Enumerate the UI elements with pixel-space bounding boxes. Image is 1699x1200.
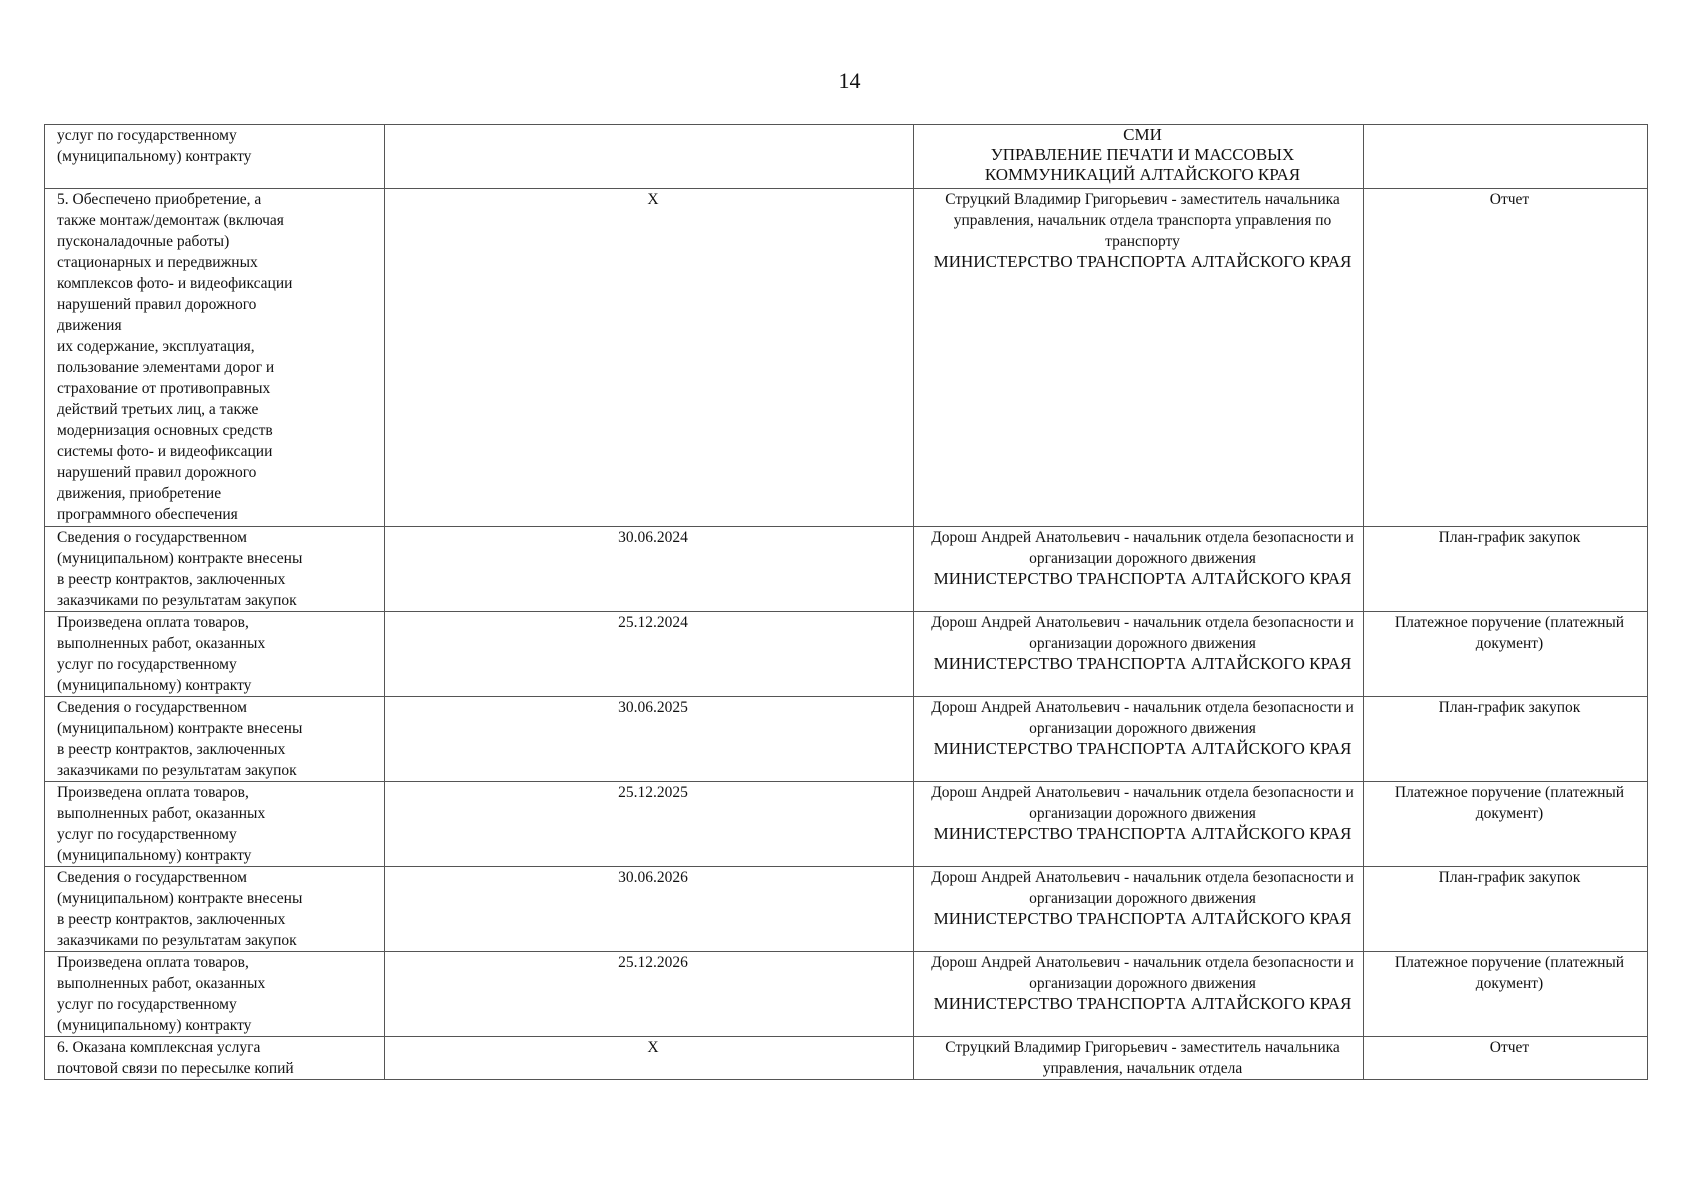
table-row <box>45 952 1648 1037</box>
deadline-cell: 30.06.2026 <box>385 867 914 952</box>
activity-cell: 5. Обеспечено приобретение, а также монтаж/демонтаж (включая пусконаладочные работы) стационарных и передвижных комплексов фото- и видеофиксации нарушений правил дорожного движения их содержание, эксплуатация, пользование элементами дорог и страхование от противоправных действий третьих лиц, а также модернизация основных средств системы фото- и видеофиксации нарушений правил дорожного движения, приобретение программного обеспечения <box>45 189 385 527</box>
table-row <box>45 1037 1648 1080</box>
organization-name: МИНИСТЕРСТВО ТРАНСПОРТА АЛТАЙСКОГО КРАЯ <box>933 252 1352 271</box>
deadline-cell: 30.06.2024 <box>385 527 914 612</box>
deadline-cell: X <box>385 1037 914 1080</box>
activity-table <box>44 124 1648 1080</box>
responsible-text: Дорош Андрей Анатольевич - начальник отдела безопасности и организации дорожного движения <box>931 529 1354 567</box>
organization-name: МИНИСТЕРСТВО ТРАНСПОРТА АЛТАЙСКОГО КРАЯ <box>933 909 1352 928</box>
responsible-cell <box>914 867 1364 952</box>
table-row <box>45 867 1648 952</box>
document-cell: Платежное поручение (платежный документ) <box>1364 782 1648 867</box>
document-cell: Платежное поручение (платежный документ) <box>1364 612 1648 697</box>
responsible-cell <box>914 782 1364 867</box>
deadline-cell: 25.12.2026 <box>385 952 914 1037</box>
responsible-text: Струцкий Владимир Григорьевич - заместитель начальника управления, начальник отдела <box>945 1039 1340 1077</box>
activity-cell: Произведена оплата товаров, выполненных работ, оказанных услуг по государственному (муниципальному) контракту <box>45 612 385 697</box>
organization-name: МИНИСТЕРСТВО ТРАНСПОРТА АЛТАЙСКОГО КРАЯ <box>933 654 1352 673</box>
document-cell: Платежное поручение (платежный документ) <box>1364 952 1648 1037</box>
document-cell: Отчет <box>1364 1037 1648 1080</box>
document-cell: План-график закупок <box>1364 697 1648 782</box>
document-cell: План-график закупок <box>1364 867 1648 952</box>
deadline-cell: 25.12.2025 <box>385 782 914 867</box>
deadline-cell: 30.06.2025 <box>385 697 914 782</box>
responsible-text: Дорош Андрей Анатольевич - начальник отдела безопасности и организации дорожного движения <box>931 614 1354 652</box>
responsible-cell <box>914 125 1364 189</box>
table-row <box>45 782 1648 867</box>
responsible-text: Дорош Андрей Анатольевич - начальник отдела безопасности и организации дорожного движения <box>931 954 1354 992</box>
activity-cell: Произведена оплата товаров, выполненных работ, оказанных услуг по государственному (муниципальному) контракту <box>45 952 385 1037</box>
organization-name: МИНИСТЕРСТВО ТРАНСПОРТА АЛТАЙСКОГО КРАЯ <box>933 994 1352 1013</box>
responsible-cell <box>914 612 1364 697</box>
document-cell <box>1364 125 1648 189</box>
activity-cell: Сведения о государственном (муниципальном) контракте внесены в реестр контрактов, заключенных заказчиками по результатам закупок <box>45 527 385 612</box>
table-row <box>45 125 1648 189</box>
table-row <box>45 697 1648 782</box>
responsible-text: СМИ <box>1123 125 1162 144</box>
organization-name: МИНИСТЕРСТВО ТРАНСПОРТА АЛТАЙСКОГО КРАЯ <box>933 569 1352 588</box>
activity-cell: Сведения о государственном (муниципальном) контракте внесены в реестр контрактов, заключенных заказчиками по результатам закупок <box>45 867 385 952</box>
responsible-text: Дорош Андрей Анатольевич - начальник отдела безопасности и организации дорожного движения <box>931 869 1354 907</box>
responsible-cell <box>914 1037 1364 1080</box>
document-cell: Отчет <box>1364 189 1648 527</box>
organization-name: УПРАВЛЕНИЕ ПЕЧАТИ И МАССОВЫХ КОММУНИКАЦИЙ АЛТАЙСКОГО КРАЯ <box>984 145 1301 184</box>
responsible-cell <box>914 527 1364 612</box>
table-row <box>45 527 1648 612</box>
activity-cell: Произведена оплата товаров, выполненных работ, оказанных услуг по государственному (муниципальному) контракту <box>45 782 385 867</box>
table-row <box>45 189 1648 527</box>
deadline-cell: X <box>385 189 914 527</box>
responsible-cell <box>914 189 1364 527</box>
responsible-cell <box>914 952 1364 1037</box>
responsible-text: Дорош Андрей Анатольевич - начальник отдела безопасности и организации дорожного движения <box>931 784 1354 822</box>
document-cell: План-график закупок <box>1364 527 1648 612</box>
deadline-cell: 25.12.2024 <box>385 612 914 697</box>
activity-cell: 6. Оказана комплексная услуга почтовой связи по пересылке копий <box>45 1037 385 1080</box>
responsible-cell <box>914 697 1364 782</box>
page-number: 14 <box>838 68 861 93</box>
activity-cell: услуг по государственному (муниципальному) контракту <box>45 125 385 189</box>
deadline-cell <box>385 125 914 189</box>
organization-name: МИНИСТЕРСТВО ТРАНСПОРТА АЛТАЙСКОГО КРАЯ <box>933 739 1352 758</box>
activity-cell: Сведения о государственном (муниципальном) контракте внесены в реестр контрактов, заключенных заказчиками по результатам закупок <box>45 697 385 782</box>
table-row <box>45 612 1648 697</box>
organization-name: МИНИСТЕРСТВО ТРАНСПОРТА АЛТАЙСКОГО КРАЯ <box>933 824 1352 843</box>
responsible-text: Струцкий Владимир Григорьевич - заместитель начальника управления, начальник отдела транспорта управления по транспорту <box>945 191 1340 250</box>
responsible-text: Дорош Андрей Анатольевич - начальник отдела безопасности и организации дорожного движения <box>931 699 1354 737</box>
